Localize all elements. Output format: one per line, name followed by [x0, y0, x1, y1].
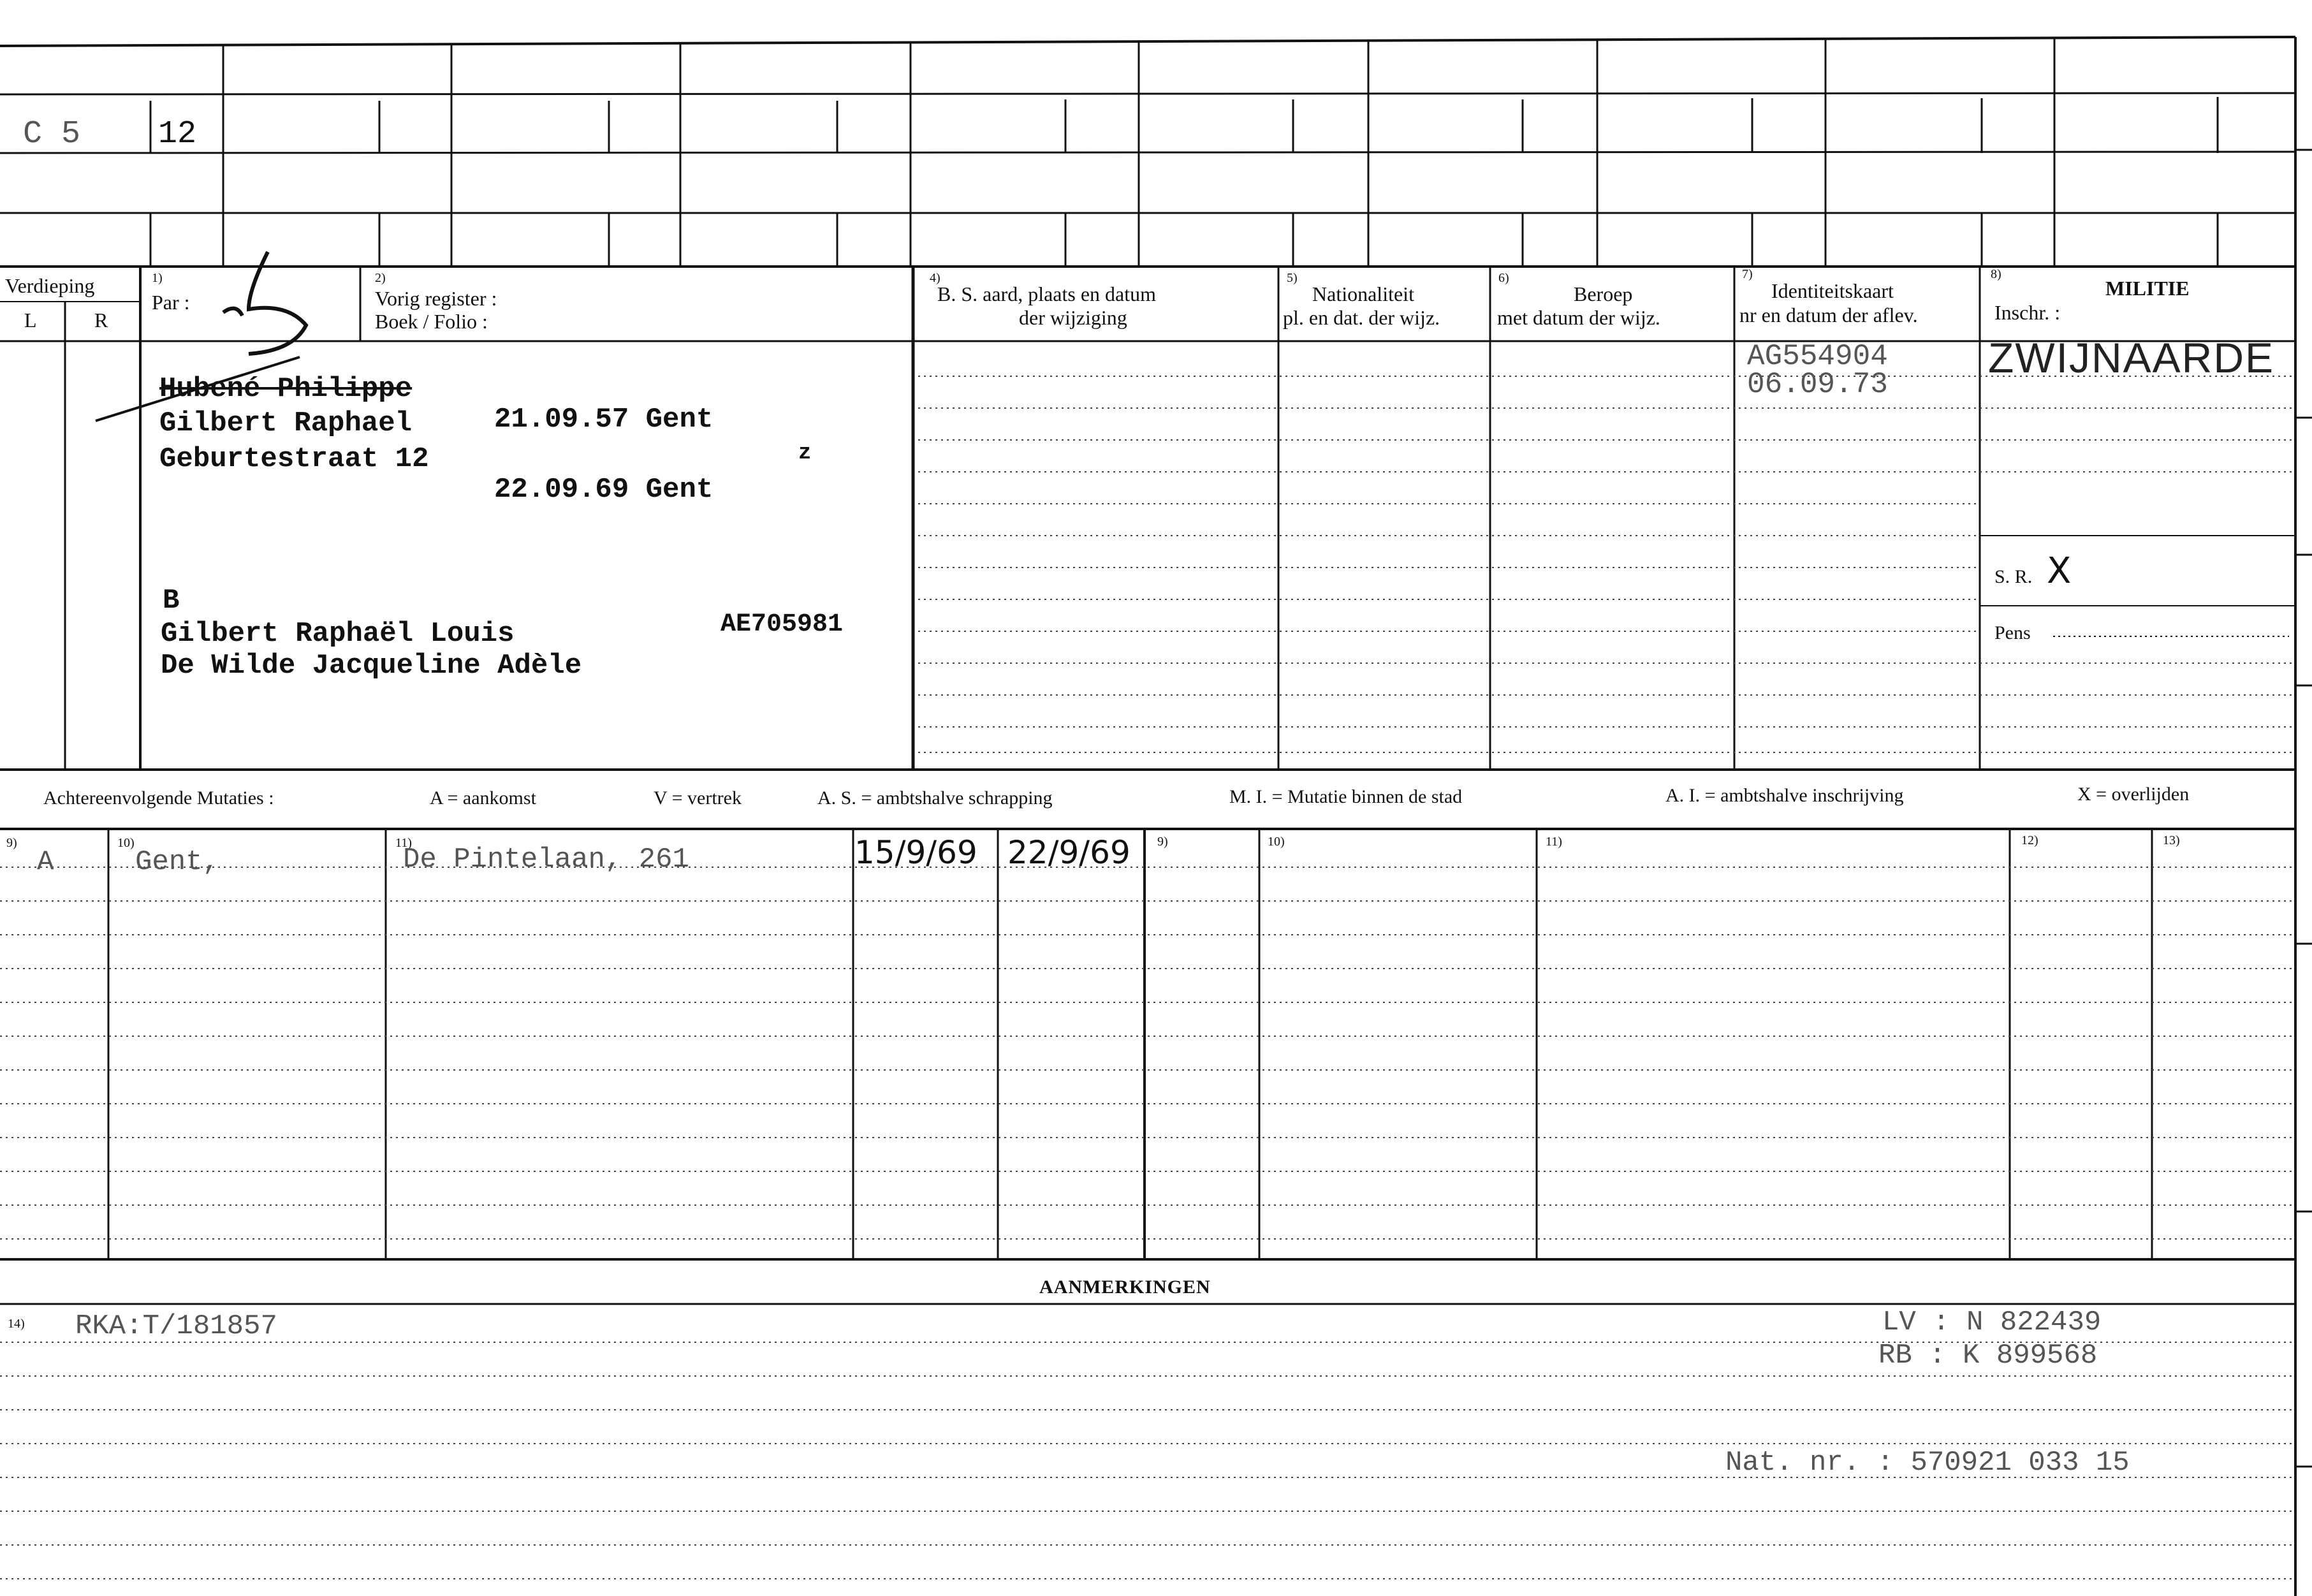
sr-mark: X [2047, 550, 2072, 592]
inschr-label: Inschr. : [1994, 301, 2061, 324]
father-name: Gilbert Raphaël Louis [161, 618, 515, 650]
id-card-date: 06.09.73 [1747, 368, 1888, 401]
legend-a: A = aankomst [430, 787, 536, 809]
col-r-label: R [94, 309, 108, 332]
legend-ai: A. I. = ambtshalve inschrijving [1665, 785, 1904, 806]
legend-title: Achtereenvolgende Mutaties : [43, 787, 274, 809]
par-footnote: 1) [152, 271, 163, 285]
bs-header-2: der wijziging [1019, 306, 1127, 329]
previous-spouse-crossed: Hubené Philippe [159, 373, 413, 405]
id-header-1: Identiteitskaart [1771, 279, 1894, 302]
mut-col-11b: 11) [1546, 835, 1562, 849]
national-number: Nat. nr. : 570921 033 15 [1725, 1447, 2130, 1479]
militie-stamp: ZWIJNAARDE [1988, 334, 2274, 381]
mut-col-9b: 9) [1157, 835, 1168, 849]
vorig-register-label: Vorig register : [375, 287, 497, 310]
mutation-city: Gent, [135, 846, 220, 878]
mother-name: De Wilde Jacqueline Adèle [161, 650, 582, 682]
mut-col-10b: 10) [1268, 835, 1285, 849]
second-date-place: 22.09.69 Gent [494, 474, 713, 506]
boek-folio-label: Boek / Folio : [375, 310, 488, 333]
lv-number: LV : N 822439 [1882, 1307, 2102, 1338]
legend-as: A. S. = ambtshalve schrapping [817, 787, 1053, 809]
sr-label: S. R. [1994, 566, 2033, 587]
beroep-header-1: Beroep [1574, 282, 1633, 305]
father-code: AE705981 [721, 610, 844, 639]
code-number: 12 [158, 116, 197, 152]
bs-footnote: 4) [930, 271, 940, 285]
legend-mi: M. I. = Mutatie binnen de stad [1229, 786, 1463, 807]
mut-col-10: 10) [117, 836, 135, 850]
mut-col-9: 9) [6, 836, 17, 850]
mutation-type: A [37, 846, 54, 878]
nat-footnote: 5) [1287, 271, 1298, 285]
par-label: Par : [152, 291, 190, 314]
section-b-label: B [163, 585, 180, 617]
nat-header-1: Nationaliteit [1312, 282, 1414, 305]
mutation-date-2: 22/9/69 [1007, 834, 1130, 871]
verdieping-label: Verdieping [5, 274, 95, 297]
mut-col-12: 12) [2021, 833, 2038, 847]
id-footnote: 7) [1742, 267, 1753, 281]
mut-col-11: 11) [395, 836, 412, 850]
code-letter-number: 5 [61, 116, 81, 152]
militie-header: MILITIE [2105, 277, 2190, 300]
col-l-label: L [24, 309, 37, 332]
mut-col-13: 13) [2163, 833, 2180, 847]
mutation-address: De Pintelaan, 261 [403, 844, 689, 875]
person-name: Gilbert Raphael [159, 407, 413, 439]
remarks-footnote: 14) [8, 1317, 25, 1331]
nat-header-2: pl. en dat. der wijz. [1283, 306, 1440, 329]
vorig-footnote: 2) [375, 271, 386, 285]
mutation-date-1: 15/9/69 [854, 834, 977, 871]
id-header-2: nr en datum der aflev. [1739, 304, 1918, 326]
rka-number: RKA:T/181857 [75, 1310, 277, 1342]
beroep-footnote: 6) [1498, 271, 1509, 285]
person-address: Geburtestraat 12 [159, 443, 429, 475]
remarks-title: AANMERKINGEN [1039, 1277, 1211, 1298]
legend-v: V = vertrek [654, 787, 742, 809]
birth-date-place: 21.09.57 Gent [494, 404, 713, 436]
rb-number: RB : K 899568 [1878, 1340, 2098, 1372]
code-letter: C [23, 116, 43, 152]
militie-footnote: 8) [1991, 267, 2001, 281]
legend-x: X = overlijden [2077, 784, 2190, 805]
bs-header-1: B. S. aard, plaats en datum [937, 282, 1157, 305]
marker-z: z [798, 441, 812, 465]
pens-label: Pens [1994, 622, 2031, 643]
id-card-number: AG554904 [1747, 340, 1888, 373]
beroep-header-2: met datum der wijz. [1497, 306, 1660, 329]
